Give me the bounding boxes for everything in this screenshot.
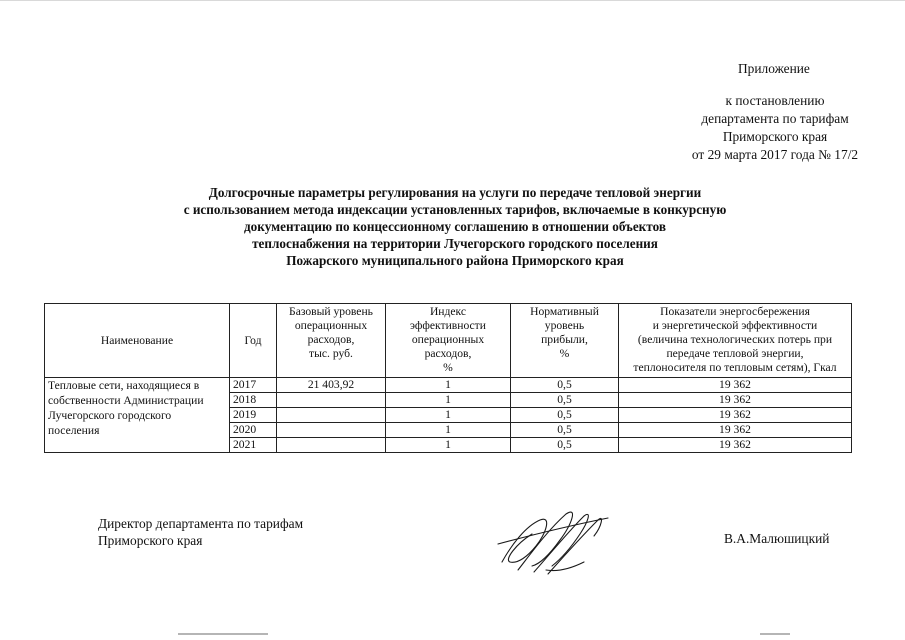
- efficiency-cell: 19 362: [619, 393, 852, 408]
- appendix-heading: Приложение: [738, 61, 810, 76]
- handwritten-signature: [488, 500, 618, 580]
- signatory-name: В.А.Малюшицкий: [724, 531, 830, 546]
- base-cell: [277, 393, 386, 408]
- title-line: Пожарского муниципального района Приморского края: [286, 253, 624, 268]
- base-cell: 21 403,92: [277, 378, 386, 393]
- title-line: Долгосрочные параметры регулирования на услуги по передаче тепловой энергии: [208, 185, 702, 200]
- scan-edge-line: [0, 0, 905, 1]
- appendix-line: от 29 марта 2017 года № 17/2: [691, 147, 859, 162]
- index-cell: 1: [386, 378, 511, 393]
- header-energy-efficiency: Показатели энергосбережения и энергетической эффективности (величина технологических потерь при передаче тепловой энергии, теплоносителя по тепловым сетям), Гкал: [619, 304, 852, 378]
- base-cell: [277, 423, 386, 438]
- efficiency-cell: 19 362: [619, 423, 852, 438]
- scan-bottom-marks: [0, 632, 905, 638]
- year-cell: 2019: [230, 408, 277, 423]
- index-cell: 1: [386, 393, 511, 408]
- header-profit-level: Нормативный уровень прибыли, %: [511, 304, 619, 378]
- table-header-row: [45, 304, 852, 378]
- header-efficiency-index: Индекс эффективности операционных расходов, %: [386, 304, 511, 378]
- index-cell: 1: [386, 408, 511, 423]
- profit-cell: 0,5: [511, 408, 619, 423]
- appendix-line: Приморского края: [722, 129, 828, 144]
- base-cell: [277, 438, 386, 453]
- header-year: Год: [230, 304, 277, 378]
- title-line: с использованием метода индексации установленных тарифов, включаемые в конкурсную: [183, 202, 727, 217]
- appendix-line: к постановлению: [725, 93, 825, 108]
- efficiency-cell: 19 362: [619, 378, 852, 393]
- title-line: теплоснабжения на территории Лучегорского городского поселения: [252, 236, 658, 251]
- index-cell: 1: [386, 423, 511, 438]
- signatory-position: [98, 515, 303, 549]
- table-row: [45, 378, 852, 393]
- header-base-level: Базовый уровень операционных расходов, тыс. руб.: [277, 304, 386, 378]
- header-name: Наименование: [45, 304, 230, 378]
- appendix-line: департамента по тарифам: [701, 111, 849, 126]
- index-cell: 1: [386, 438, 511, 453]
- profit-cell: 0,5: [511, 393, 619, 408]
- position-line: Приморского края: [98, 533, 203, 548]
- year-cell: 2020: [230, 423, 277, 438]
- document-title: [120, 184, 790, 269]
- year-cell: 2017: [230, 378, 277, 393]
- year-cell: 2018: [230, 393, 277, 408]
- profit-cell: 0,5: [511, 423, 619, 438]
- position-line: Директор департамента по тарифам: [98, 516, 304, 531]
- efficiency-cell: 19 362: [619, 438, 852, 453]
- base-cell: [277, 408, 386, 423]
- object-name-cell: Тепловые сети, находящиеся в собственности Администрации Лучегорского городского поселения: [45, 378, 230, 453]
- parameters-table: [44, 303, 852, 453]
- profit-cell: 0,5: [511, 438, 619, 453]
- efficiency-cell: 19 362: [619, 408, 852, 423]
- profit-cell: 0,5: [511, 378, 619, 393]
- title-line: документацию по концессионному соглашению в отношении объектов: [244, 219, 666, 234]
- year-cell: 2021: [230, 438, 277, 453]
- appendix-block: [600, 60, 890, 164]
